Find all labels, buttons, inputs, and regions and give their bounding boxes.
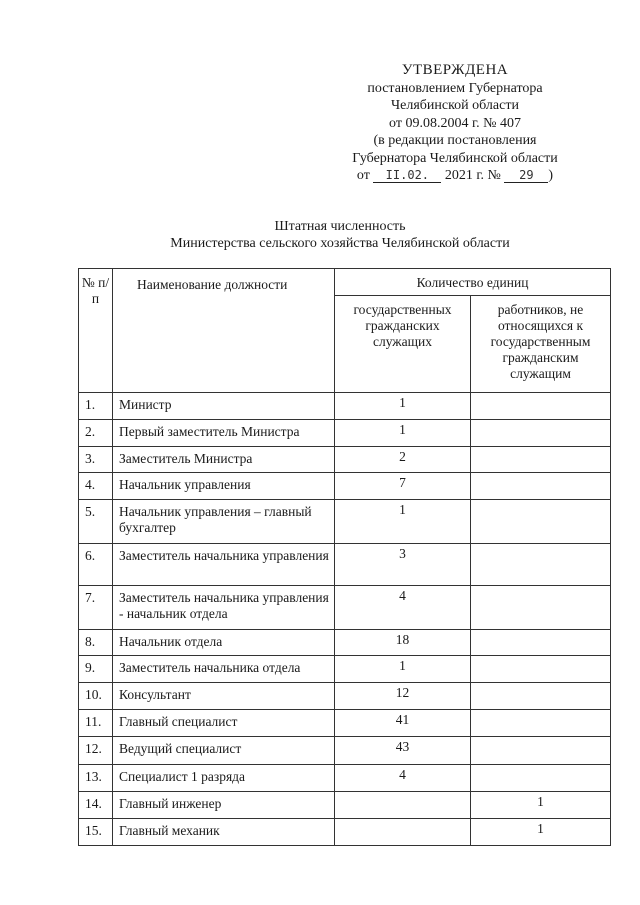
row-other-count [471, 765, 611, 792]
row-other-count [471, 544, 611, 586]
approval-line: Губернатора Челябинской области [352, 150, 558, 166]
table-row [79, 710, 611, 737]
row-number: 3. [79, 447, 113, 473]
row-number: 5. [79, 500, 113, 544]
table-row [79, 656, 611, 683]
approval-stamp [330, 62, 580, 185]
document-title [40, 218, 640, 252]
approval-line: от 09.08.2004 г. № 407 [389, 115, 521, 131]
table-row [79, 586, 611, 630]
table-row [79, 765, 611, 792]
row-civil-count: 4 [335, 586, 471, 630]
row-civil-count [335, 792, 471, 819]
row-other-count [471, 586, 611, 630]
row-civil-count: 1 [335, 393, 471, 420]
table-row [79, 500, 611, 544]
row-other-count: 1 [471, 792, 611, 819]
row-other-count: 1 [471, 819, 611, 846]
date-value: II.02. [373, 168, 441, 183]
row-number: 13. [79, 765, 113, 792]
table-row [79, 420, 611, 447]
row-position: Специалист 1 разряда [113, 765, 335, 792]
date-prefix: от [356, 168, 370, 183]
table-row [79, 393, 611, 420]
row-number: 10. [79, 683, 113, 710]
table-row [79, 683, 611, 710]
row-other-count [471, 656, 611, 683]
row-civil-count: 1 [335, 656, 471, 683]
row-position: Заместитель начальника отдела [113, 656, 335, 683]
row-civil-count: 43 [335, 737, 471, 765]
approval-line: (в редакции постановления [373, 133, 537, 148]
closing-paren: ) [548, 168, 554, 183]
table-row [79, 737, 611, 765]
row-number: 1. [79, 393, 113, 420]
decree-number: 29 [504, 168, 548, 183]
row-civil-count: 3 [335, 544, 471, 586]
row-other-count [471, 473, 611, 500]
row-position: Заместитель начальника управления - начальник отдела [113, 586, 335, 630]
table-row [79, 819, 611, 846]
row-position: Начальник управления [113, 473, 335, 500]
table-row [79, 473, 611, 500]
row-number: 12. [79, 737, 113, 765]
row-number: 8. [79, 630, 113, 656]
title-line-2: Министерства сельского хозяйства Челябинской области [170, 236, 510, 251]
row-number: 4. [79, 473, 113, 500]
row-other-count [471, 447, 611, 473]
row-civil-count: 7 [335, 473, 471, 500]
title-line-1: Штатная численность [274, 219, 406, 234]
staff-table [78, 268, 611, 846]
table-row [79, 630, 611, 656]
row-position: Консультант [113, 683, 335, 710]
row-position: Ведущий специалист [113, 737, 335, 765]
header-quantity: Количество единиц [335, 269, 611, 296]
row-other-count [471, 710, 611, 737]
row-civil-count: 12 [335, 683, 471, 710]
row-number: 7. [79, 586, 113, 630]
row-civil-count: 4 [335, 765, 471, 792]
header-other-workers: работников, не относящихся к государственным гражданским служащим [471, 296, 611, 393]
row-civil-count: 41 [335, 710, 471, 737]
table-row [79, 792, 611, 819]
row-other-count [471, 683, 611, 710]
row-position: Первый заместитель Министра [113, 420, 335, 447]
year-text: 2021 г. № [444, 168, 501, 183]
row-position: Начальник отдела [113, 630, 335, 656]
row-number: 11. [79, 710, 113, 737]
table-row [79, 544, 611, 586]
row-civil-count: 1 [335, 500, 471, 544]
row-number: 15. [79, 819, 113, 846]
row-position: Заместитель начальника управления [113, 544, 335, 586]
row-civil-count [335, 819, 471, 846]
row-other-count [471, 737, 611, 765]
table-body [79, 393, 611, 846]
row-number: 2. [79, 420, 113, 447]
row-position: Главный инженер [113, 792, 335, 819]
row-position: Заместитель Министра [113, 447, 335, 473]
header-num: № п/п [79, 269, 113, 393]
row-position: Министр [113, 393, 335, 420]
row-number: 6. [79, 544, 113, 586]
row-other-count [471, 393, 611, 420]
row-position: Главный специалист [113, 710, 335, 737]
approval-line: Челябинской области [391, 98, 519, 113]
row-position: Главный механик [113, 819, 335, 846]
row-civil-count: 18 [335, 630, 471, 656]
row-civil-count: 1 [335, 420, 471, 447]
approval-date-line [330, 167, 580, 185]
approval-line: постановлением Губернатора [367, 80, 543, 96]
row-other-count [471, 420, 611, 447]
table-row [79, 447, 611, 473]
row-other-count [471, 630, 611, 656]
header-position: Наименование должности [113, 269, 335, 393]
row-position: Начальник управления – главный бухгалтер [113, 500, 335, 544]
approval-heading: УТВЕРЖДЕНА [401, 62, 509, 78]
row-civil-count: 2 [335, 447, 471, 473]
row-number: 14. [79, 792, 113, 819]
header-civil-servants: государственных гражданских служащих [335, 296, 471, 393]
row-number: 9. [79, 656, 113, 683]
row-other-count [471, 500, 611, 544]
